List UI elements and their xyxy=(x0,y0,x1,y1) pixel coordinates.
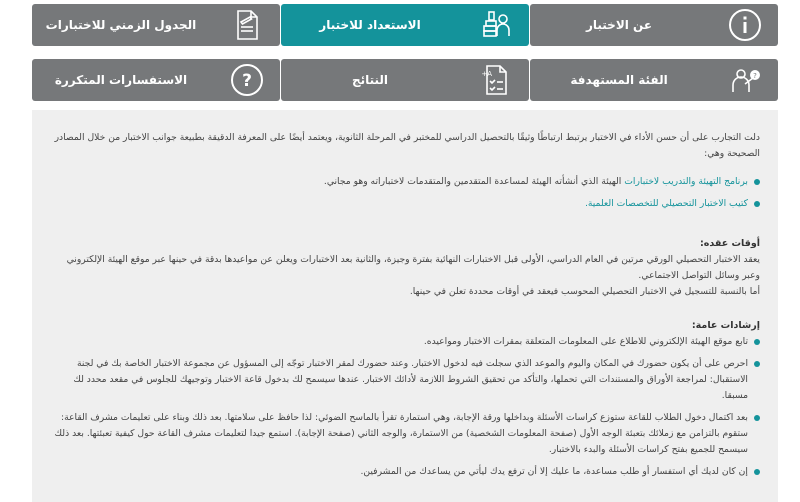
tile-target-group[interactable] xyxy=(530,59,778,101)
times-paragraph: يعقد الاختبار التحصيلي الورقي مرتين في العام الدراسي، الأولى قبل الاختبارات النهائية بفترة وجيزة، والثانية بعد الاختبارات ويعلن عن مواعيدها بدقة في حينها عبر موقع الهيئة الإلكتروني وعبر وسائل التواصل الاجتماعي. xyxy=(66,254,760,281)
guidelines-list xyxy=(50,334,760,480)
tile-label: الجدول الزمني للاختبارات xyxy=(45,18,197,32)
content-panel xyxy=(32,110,778,502)
times-paragraph-computer: أما بالنسبة للتسجيل في الاختبار التحصيلي المحوسب فيعقد في أوقات محددة تعلن في حينها. xyxy=(409,286,760,297)
tile-results[interactable] xyxy=(281,59,529,101)
tile-label: عن الاختبار xyxy=(585,18,653,32)
person-question-icon xyxy=(726,61,764,99)
list-item: تابع موقع الهيئة الإلكتروني للاطلاع على المعلومات المتعلقة بمقرات الاختبار ومواعيده. xyxy=(50,334,760,350)
svg-text:A+: A+ xyxy=(481,70,492,78)
tile-test-schedule[interactable] xyxy=(32,4,280,46)
intro-paragraph: دلت التجارب على أن حسن الأداء في الاختبار يرتبط ارتباطًا وثيقًا بالتحصيل الدراسي للمختبر في المرحلة الثانوية، ويعتمد أيضًا على المعرفة الدقيقة بطبيعة جوانب الاختبار من خلال المصادر الصحيحة وهي: xyxy=(54,132,760,159)
list-item: بعد اكتمال دخول الطلاب للقاعة ستوزع كراسات الأسئلة وبداخلها ورقة الإجابة، وهي استمارة تقرأ بالماسح الضوئي: لذا حافظ على سلامتها. بعد ذلك وبناء على تعليمات مشرف القاعة: ستقوم بالتزامن مع زملائك بتعبئة الوجه الأول (صفحة المعلومات الشخصية) من الاستمارة، والوجه الثاني (صفحة الإجابة). استمع جيدا لتعليمات مشرف القاعة حول كيفية تعبئتها. بعد ذلك سيسمح للجميع بفتح كراسات الأسئلة والبدء بالاختبار. xyxy=(50,410,760,458)
tile-about-test[interactable] xyxy=(530,4,778,46)
list-item-text: الهيئة الذي أنشأته الهيئة لمساعدة المتقدمين والمتقدمات لاختباراته وهو مجاني. xyxy=(323,176,625,187)
svg-text:?: ? xyxy=(753,72,757,80)
list-item: احرص على أن يكون حضورك في المكان واليوم والموعد الذي سجلت فيه لدخول الاختبار. وعند حضورك لمقر الاختبار توجّه إلى المسؤول عن مجموعة الاختبار الخاصة بك في لجنة الاستقبال: لمراجعة الأوراق والمستندات التي تحملها، والتأكد من تحقيق الشروط اللازمة لأدائك الاختبار. عندها سيسمح لك بدخول قاعة الاختبار وتوجيهك للجلوس في مقعد محدد لك مسبقا. xyxy=(50,356,760,404)
graded-test-icon xyxy=(477,61,515,99)
general-guidelines-heading: إرشادات عامة: xyxy=(691,320,760,331)
svg-text:?: ? xyxy=(242,71,252,91)
question-circle-icon xyxy=(228,61,266,99)
tile-label: الاستفسارات المتكررة xyxy=(54,73,188,87)
list-item xyxy=(50,196,760,212)
times-heading: أوقات عقده: xyxy=(699,238,760,249)
document-pen-icon xyxy=(228,6,266,44)
training-program-link[interactable]: برنامج التهيئة والتدريب لاختبارات xyxy=(624,176,748,187)
resources-list xyxy=(50,174,760,212)
tile-label: الفئة المستهدفة xyxy=(570,73,668,87)
info-icon xyxy=(726,6,764,44)
books-student-icon xyxy=(477,6,515,44)
tile-label: النتائج xyxy=(351,73,389,87)
tile-label: الاستعداد للاختبار xyxy=(319,18,421,32)
list-item: إن كان لديك أي استفسار أو طلب مساعدة، ما عليك إلا أن ترفع يدك ليأتي من يساعدك من المشرفين. xyxy=(50,464,760,480)
tile-faq[interactable] xyxy=(32,59,280,101)
test-booklet-link[interactable]: كتيب الاختبار التحصيلي للتخصصات العلمية. xyxy=(584,198,748,209)
tile-test-preparation[interactable] xyxy=(281,4,529,46)
list-item xyxy=(50,174,760,190)
